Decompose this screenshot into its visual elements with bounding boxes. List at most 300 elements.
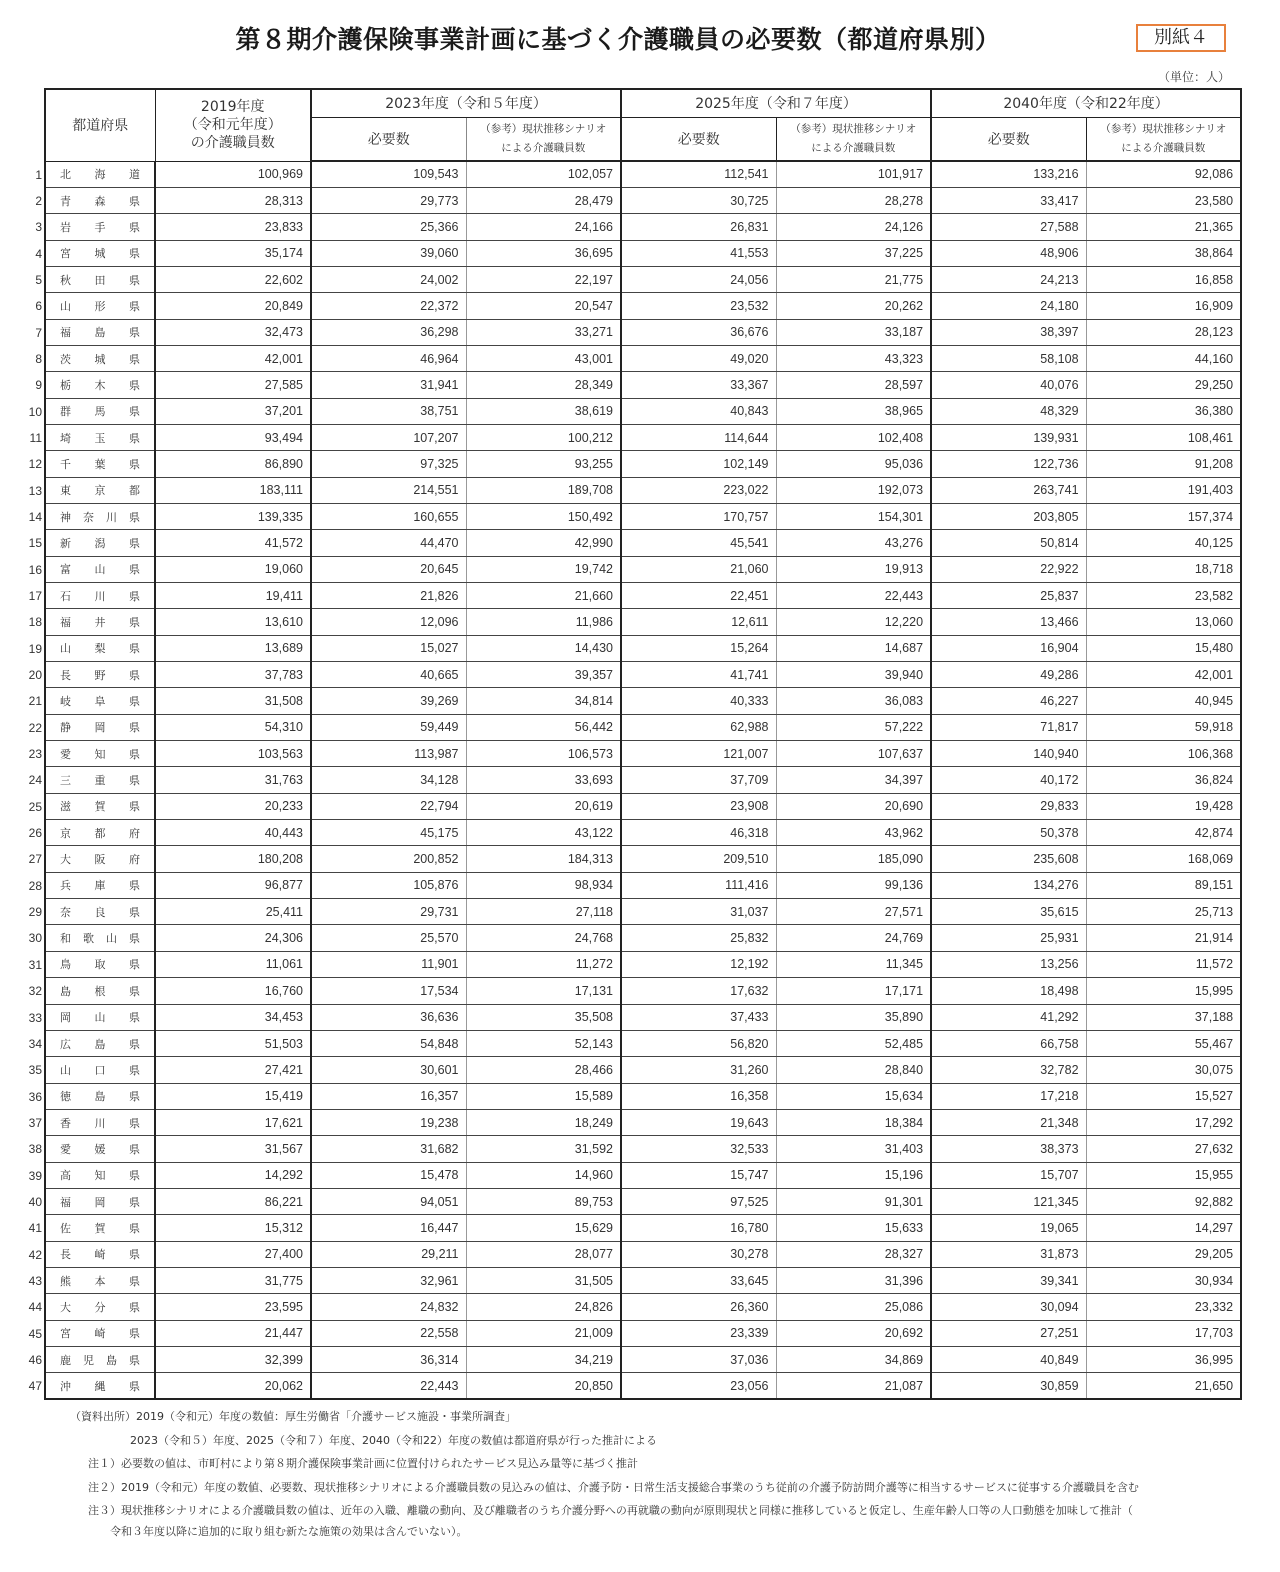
prefecture-name [60, 956, 140, 972]
required-2040-cell: 235,608 [931, 846, 1086, 872]
prefecture-name-char: 青 [60, 195, 71, 208]
prefecture-name-char: 熊 [60, 1275, 71, 1288]
prefecture-name-char: 県 [129, 1328, 140, 1341]
prefecture-name [60, 1220, 140, 1236]
prefecture-name [60, 640, 140, 656]
prefecture-name-char: 高 [60, 1170, 71, 1183]
table-row [45, 688, 1241, 714]
required-2023-cell: 16,357 [311, 1083, 466, 1109]
reference-2023-cell: 34,219 [466, 1346, 621, 1372]
prefecture-name-char: 川 [94, 1117, 106, 1130]
value-2019-cell: 93,494 [155, 424, 311, 450]
value-2019-cell: 180,208 [155, 846, 311, 872]
reference-2023-cell: 28,479 [466, 187, 621, 213]
prefecture-cell [28, 503, 155, 529]
value-2019-cell: 51,503 [155, 1030, 311, 1056]
value-2019-cell: 32,399 [155, 1346, 311, 1372]
prefecture-name-char: 山 [60, 300, 71, 313]
row-number: 16 [28, 562, 42, 577]
header-reference-line1: （参考）現状推移シナリオ [790, 122, 917, 135]
required-2023-cell: 22,558 [311, 1320, 466, 1346]
value-2019-cell: 13,689 [155, 635, 311, 661]
prefecture-name-char: 城 [94, 248, 106, 261]
value-2019-cell: 23,595 [155, 1294, 311, 1320]
reference-2040-cell: 15,995 [1086, 978, 1241, 1004]
prefecture-cell [28, 767, 155, 793]
value-2019-cell: 17,621 [155, 1109, 311, 1135]
reference-2023-cell: 24,826 [466, 1294, 621, 1320]
value-2019-cell: 40,443 [155, 820, 311, 846]
row-number: 33 [28, 1010, 42, 1025]
required-2025-cell: 111,416 [621, 872, 776, 898]
row-number: 18 [28, 615, 42, 630]
reference-2040-cell: 15,527 [1086, 1083, 1241, 1109]
table-row [45, 899, 1241, 925]
header-reference-2025 [776, 117, 931, 161]
reference-2025-cell: 57,222 [776, 714, 931, 740]
required-2025-cell: 37,036 [621, 1346, 776, 1372]
prefecture-name-char: 阪 [94, 854, 106, 867]
required-2025-cell: 25,832 [621, 925, 776, 951]
row-number: 12 [28, 457, 42, 472]
value-2019-cell: 27,421 [155, 1057, 311, 1083]
prefecture-name [60, 1325, 140, 1341]
prefecture-name-char: 本 [94, 1275, 106, 1288]
prefecture-name-char: 県 [129, 1143, 140, 1156]
table-row [45, 741, 1241, 767]
reference-2023-cell: 28,077 [466, 1241, 621, 1267]
reference-2025-cell: 38,965 [776, 398, 931, 424]
prefecture-name-char: 県 [129, 537, 140, 550]
reference-2025-cell: 34,397 [776, 767, 931, 793]
required-2040-cell: 27,588 [931, 214, 1086, 240]
reference-2023-cell: 56,442 [466, 714, 621, 740]
reference-2025-cell: 18,384 [776, 1109, 931, 1135]
header-reference-2040 [1086, 117, 1241, 161]
required-2040-cell: 39,341 [931, 1267, 1086, 1293]
prefecture-name-char: 埼 [60, 432, 71, 445]
required-2040-cell: 41,292 [931, 1004, 1086, 1030]
required-2023-cell: 12,096 [311, 609, 466, 635]
prefecture-name-char: 兵 [60, 880, 71, 893]
reference-2025-cell: 15,196 [776, 1162, 931, 1188]
reference-2025-cell: 91,301 [776, 1188, 931, 1214]
reference-2025-cell: 20,692 [776, 1320, 931, 1346]
required-2023-cell: 31,941 [311, 372, 466, 398]
table-row [45, 1004, 1241, 1030]
required-2025-cell: 16,358 [621, 1083, 776, 1109]
required-2040-cell: 30,859 [931, 1373, 1086, 1399]
prefecture-cell [35, 372, 155, 398]
table-row [45, 1162, 1241, 1188]
prefecture-name [60, 983, 140, 999]
required-2025-cell: 36,676 [621, 319, 776, 345]
prefecture-cell [28, 846, 155, 872]
prefecture-name-char: 静 [60, 722, 71, 735]
required-2040-cell: 139,931 [931, 424, 1086, 450]
reference-2023-cell: 18,249 [466, 1109, 621, 1135]
value-2019-cell: 86,221 [155, 1188, 311, 1214]
prefecture-name-char: 知 [94, 748, 106, 761]
prefecture-name-char: 北 [60, 169, 71, 182]
table-row [45, 240, 1241, 266]
reference-2023-cell: 22,197 [466, 266, 621, 292]
reference-2025-cell: 14,687 [776, 635, 931, 661]
prefecture-cell [28, 1346, 155, 1372]
reference-2023-cell: 42,990 [466, 530, 621, 556]
prefecture-cell [28, 1188, 155, 1214]
prefecture-name-char: 県 [129, 801, 140, 814]
prefecture-cell [28, 1004, 155, 1030]
reference-2023-cell: 11,272 [466, 951, 621, 977]
prefecture-cell [28, 1057, 155, 1083]
reference-2040-cell: 55,467 [1086, 1030, 1241, 1056]
reference-2040-cell: 23,332 [1086, 1294, 1241, 1320]
row-number: 47 [28, 1379, 42, 1394]
prefecture-name-char: 県 [129, 195, 140, 208]
row-number: 41 [28, 1221, 42, 1236]
table-header [45, 89, 1241, 161]
prefecture-name-char: 佐 [60, 1222, 71, 1235]
prefecture-name-char: 奈 [60, 906, 71, 919]
prefecture-name-char: 県 [129, 327, 140, 340]
required-2040-cell: 25,837 [931, 583, 1086, 609]
header-reference-line1: （参考）現状推移シナリオ [480, 122, 607, 135]
required-2023-cell: 32,961 [311, 1267, 466, 1293]
reference-2040-cell: 13,060 [1086, 609, 1241, 635]
reference-2040-cell: 16,858 [1086, 266, 1241, 292]
row-number: 37 [28, 1115, 42, 1130]
prefecture-name-char: 県 [129, 432, 140, 445]
value-2019-cell: 20,849 [155, 293, 311, 319]
reference-2023-cell: 20,619 [466, 793, 621, 819]
row-number: 39 [28, 1168, 42, 1183]
required-2023-cell: 24,832 [311, 1294, 466, 1320]
row-number: 44 [28, 1300, 42, 1315]
value-2019-cell: 37,201 [155, 398, 311, 424]
required-2040-cell: 40,076 [931, 372, 1086, 398]
prefecture-name [60, 219, 140, 235]
required-2025-cell: 30,278 [621, 1241, 776, 1267]
value-2019-cell: 86,890 [155, 451, 311, 477]
prefecture-name-char: 沖 [60, 1380, 71, 1393]
table-row [45, 951, 1241, 977]
reference-2040-cell: 36,995 [1086, 1346, 1241, 1372]
table-row [45, 846, 1241, 872]
value-2019-cell: 19,060 [155, 556, 311, 582]
table-row [45, 925, 1241, 951]
row-number: 14 [28, 509, 42, 524]
required-2023-cell: 109,543 [311, 161, 466, 187]
required-2040-cell: 122,736 [931, 451, 1086, 477]
required-2025-cell: 23,908 [621, 793, 776, 819]
reference-2025-cell: 28,327 [776, 1241, 931, 1267]
prefecture-name-char: 大 [60, 854, 71, 867]
reference-2025-cell: 185,090 [776, 846, 931, 872]
prefecture-name-char: 山 [60, 643, 71, 656]
header-reference-line2: による介護職員数 [811, 141, 896, 154]
reference-2025-cell: 15,634 [776, 1083, 931, 1109]
row-number: 20 [28, 668, 42, 683]
required-2023-cell: 16,447 [311, 1215, 466, 1241]
prefecture-name-char: 庫 [94, 880, 106, 893]
prefecture-name-char: 県 [129, 1275, 140, 1288]
prefecture-name-char: 神 [60, 511, 71, 524]
table-row [45, 503, 1241, 529]
value-2019-cell: 35,174 [155, 240, 311, 266]
reference-2025-cell: 24,769 [776, 925, 931, 951]
required-2040-cell: 24,213 [931, 266, 1086, 292]
required-2023-cell: 22,372 [311, 293, 466, 319]
reference-2023-cell: 11,986 [466, 609, 621, 635]
reference-2023-cell: 43,001 [466, 345, 621, 371]
reference-2025-cell: 15,633 [776, 1215, 931, 1241]
footnotes [70, 1405, 1250, 1543]
header-prefecture: 都道府県 [45, 89, 155, 161]
prefecture-name-char: 長 [60, 1249, 71, 1262]
prefecture-cell [35, 161, 155, 187]
table-row [45, 820, 1241, 846]
reference-2025-cell: 21,087 [776, 1373, 931, 1399]
reference-2040-cell: 28,123 [1086, 319, 1241, 345]
table-row [45, 187, 1241, 213]
row-number: 6 [35, 299, 42, 314]
row-number: 19 [28, 641, 42, 656]
required-2023-cell: 94,051 [311, 1188, 466, 1214]
reference-2040-cell: 14,297 [1086, 1215, 1241, 1241]
note-3: 注３）現状推移シナリオによる介護職員数の値は、近年の入職、離職の動向、及び離職者のうち介護分野への再就職の動向が原則現状と同様に推移していると仮定し、生産年齢人口等の人口動態を加味して推計（ [88, 1504, 1133, 1517]
required-2040-cell: 140,940 [931, 741, 1086, 767]
prefecture-cell [28, 1162, 155, 1188]
reference-2040-cell: 16,909 [1086, 293, 1241, 319]
reference-2040-cell: 59,918 [1086, 714, 1241, 740]
prefecture-name [60, 1352, 140, 1368]
reference-2025-cell: 52,485 [776, 1030, 931, 1056]
prefecture-name-char: 口 [94, 1064, 106, 1077]
reference-2025-cell: 43,276 [776, 530, 931, 556]
required-2025-cell: 23,056 [621, 1373, 776, 1399]
value-2019-cell: 31,763 [155, 767, 311, 793]
prefecture-name [60, 1194, 140, 1210]
required-2025-cell: 41,741 [621, 662, 776, 688]
table-row [45, 1241, 1241, 1267]
required-2025-cell: 16,780 [621, 1215, 776, 1241]
prefecture-name [60, 1141, 140, 1157]
required-2025-cell: 24,056 [621, 266, 776, 292]
reference-2025-cell: 27,571 [776, 899, 931, 925]
note-2: 注２）2019（令和元）年度の数値、必要数、現状推移シナリオによる介護職員数の見込みの値は、介護予防・日常生活支援総合事業のうち従前の介護予防訪問介護等に相当するサービスに従事する介護職員を含む [88, 1480, 1139, 1494]
required-2040-cell: 133,216 [931, 161, 1086, 187]
header-period-2023: 2023年度（令和５年度） [311, 89, 621, 117]
prefecture-name-char: 阜 [94, 696, 106, 709]
prefecture-cell [28, 714, 155, 740]
value-2019-cell: 25,411 [155, 899, 311, 925]
required-2040-cell: 121,345 [931, 1188, 1086, 1214]
required-2025-cell: 37,433 [621, 1004, 776, 1030]
value-2019-cell: 14,292 [155, 1162, 311, 1188]
reference-2040-cell: 42,874 [1086, 820, 1241, 846]
prefecture-name-char: 岡 [60, 1012, 71, 1025]
row-number: 40 [28, 1194, 42, 1209]
row-number: 42 [28, 1247, 42, 1262]
required-2040-cell: 13,466 [931, 609, 1086, 635]
required-2040-cell: 50,378 [931, 820, 1086, 846]
prefecture-name-char: 賀 [94, 1222, 106, 1235]
value-2019-cell: 139,335 [155, 503, 311, 529]
required-2023-cell: 113,987 [311, 741, 466, 767]
prefecture-name-char: 岐 [60, 696, 71, 709]
prefecture-name-char: 福 [60, 1196, 71, 1209]
required-2023-cell: 38,751 [311, 398, 466, 424]
row-number: 43 [28, 1273, 42, 1288]
table-row [45, 1136, 1241, 1162]
reference-2040-cell: 91,208 [1086, 451, 1241, 477]
row-number: 45 [28, 1326, 42, 1341]
value-2019-cell: 31,775 [155, 1267, 311, 1293]
prefecture-cell [35, 214, 155, 240]
prefecture-name-char: 島 [60, 985, 71, 998]
table-row [45, 1109, 1241, 1135]
prefecture-name-char: 和 [60, 933, 71, 946]
required-2025-cell: 114,644 [621, 424, 776, 450]
prefecture-cell [29, 424, 155, 450]
prefecture-name-char: 手 [94, 221, 106, 234]
prefecture-name [60, 1246, 140, 1262]
reference-2040-cell: 157,374 [1086, 503, 1241, 529]
reference-2040-cell: 38,864 [1086, 240, 1241, 266]
row-number: 7 [35, 325, 42, 340]
prefecture-name [60, 1378, 140, 1394]
prefecture-name-char: 県 [129, 564, 140, 577]
required-2040-cell: 38,373 [931, 1136, 1086, 1162]
value-2019-cell: 41,572 [155, 530, 311, 556]
prefecture-name-char: 県 [129, 643, 140, 656]
value-2019-cell: 21,447 [155, 1320, 311, 1346]
reference-2023-cell: 102,057 [466, 161, 621, 187]
row-number: 24 [28, 773, 42, 788]
required-2025-cell: 46,318 [621, 820, 776, 846]
required-2025-cell: 97,525 [621, 1188, 776, 1214]
prefecture-name [60, 693, 140, 709]
reference-2023-cell: 28,349 [466, 372, 621, 398]
prefecture-name-char: 形 [94, 300, 106, 313]
required-2023-cell: 15,478 [311, 1162, 466, 1188]
prefecture-name-char: 香 [60, 1117, 71, 1130]
prefecture-name-char: 岩 [60, 221, 71, 234]
required-2040-cell: 27,251 [931, 1320, 1086, 1346]
reference-2023-cell: 14,430 [466, 635, 621, 661]
document-title: 第８期介護保険事業計画に基づく介護職員の必要数（都道府県別） [235, 25, 1001, 54]
row-number: 4 [35, 246, 42, 261]
table-row [45, 793, 1241, 819]
required-2023-cell: 200,852 [311, 846, 466, 872]
required-2040-cell: 19,065 [931, 1215, 1086, 1241]
table-row [45, 424, 1241, 450]
required-2023-cell: 54,848 [311, 1030, 466, 1056]
reference-2040-cell: 30,075 [1086, 1057, 1241, 1083]
reference-2040-cell: 92,086 [1086, 161, 1241, 187]
reference-2023-cell: 150,492 [466, 503, 621, 529]
value-2019-cell: 27,400 [155, 1241, 311, 1267]
prefecture-cell [28, 451, 155, 477]
prefecture-name [60, 509, 140, 525]
prefecture-cell [28, 1294, 155, 1320]
reference-2040-cell: 40,945 [1086, 688, 1241, 714]
prefecture-name-char: 山 [106, 933, 117, 946]
prefecture-name-char: 県 [129, 221, 140, 234]
required-2040-cell: 16,904 [931, 635, 1086, 661]
row-number: 35 [28, 1063, 42, 1078]
reference-2040-cell: 17,292 [1086, 1109, 1241, 1135]
reference-2025-cell: 95,036 [776, 451, 931, 477]
prefecture-cell [28, 872, 155, 898]
value-2019-cell: 34,453 [155, 1004, 311, 1030]
row-number: 11 [29, 430, 42, 445]
required-2023-cell: 40,665 [311, 662, 466, 688]
prefecture-cell [28, 609, 155, 635]
required-2040-cell: 58,108 [931, 345, 1086, 371]
value-2019-cell: 24,306 [155, 925, 311, 951]
prefecture-name-char: 大 [60, 1301, 71, 1314]
prefecture-name [60, 614, 140, 630]
row-number: 22 [28, 720, 42, 735]
prefecture-name-char: 宮 [60, 1328, 71, 1341]
required-2040-cell: 25,931 [931, 925, 1086, 951]
required-2023-cell: 17,534 [311, 978, 466, 1004]
reference-2023-cell: 27,118 [466, 899, 621, 925]
table-row [45, 1267, 1241, 1293]
prefecture-cell [28, 1083, 155, 1109]
reference-2023-cell: 35,508 [466, 1004, 621, 1030]
required-2040-cell: 33,417 [931, 187, 1086, 213]
prefecture-name-char: 県 [129, 248, 140, 261]
reference-2040-cell: 92,882 [1086, 1188, 1241, 1214]
prefecture-name-char: 県 [129, 880, 140, 893]
required-2040-cell: 22,922 [931, 556, 1086, 582]
reference-2025-cell: 24,126 [776, 214, 931, 240]
required-2040-cell: 40,172 [931, 767, 1086, 793]
reference-2040-cell: 108,461 [1086, 424, 1241, 450]
prefecture-cell [28, 820, 155, 846]
reference-2040-cell: 106,368 [1086, 741, 1241, 767]
prefecture-cell [28, 583, 155, 609]
prefecture-name-char: 鹿 [60, 1354, 71, 1367]
required-2040-cell: 71,817 [931, 714, 1086, 740]
prefecture-name-char: 良 [94, 906, 106, 919]
prefecture-cell [28, 556, 155, 582]
value-2019-cell: 11,061 [155, 951, 311, 977]
required-2025-cell: 45,541 [621, 530, 776, 556]
required-2023-cell: 29,211 [311, 1241, 466, 1267]
prefecture-cell [28, 635, 155, 661]
prefecture-name-char: 梨 [94, 643, 106, 656]
prefecture-name [60, 166, 140, 182]
prefecture-cell [28, 1320, 155, 1346]
table-row [45, 398, 1241, 424]
prefecture-name-char: 山 [94, 564, 106, 577]
required-2023-cell: 36,636 [311, 1004, 466, 1030]
required-2023-cell: 105,876 [311, 872, 466, 898]
prefecture-name-char: 取 [94, 959, 106, 972]
required-2023-cell: 36,298 [311, 319, 466, 345]
required-2025-cell: 17,632 [621, 978, 776, 1004]
prefecture-name-char: 府 [129, 827, 140, 840]
table-row [45, 214, 1241, 240]
row-number: 13 [28, 483, 42, 498]
prefecture-name-char: 県 [129, 511, 140, 524]
prefecture-cell [35, 187, 155, 213]
required-2023-cell: 29,773 [311, 187, 466, 213]
